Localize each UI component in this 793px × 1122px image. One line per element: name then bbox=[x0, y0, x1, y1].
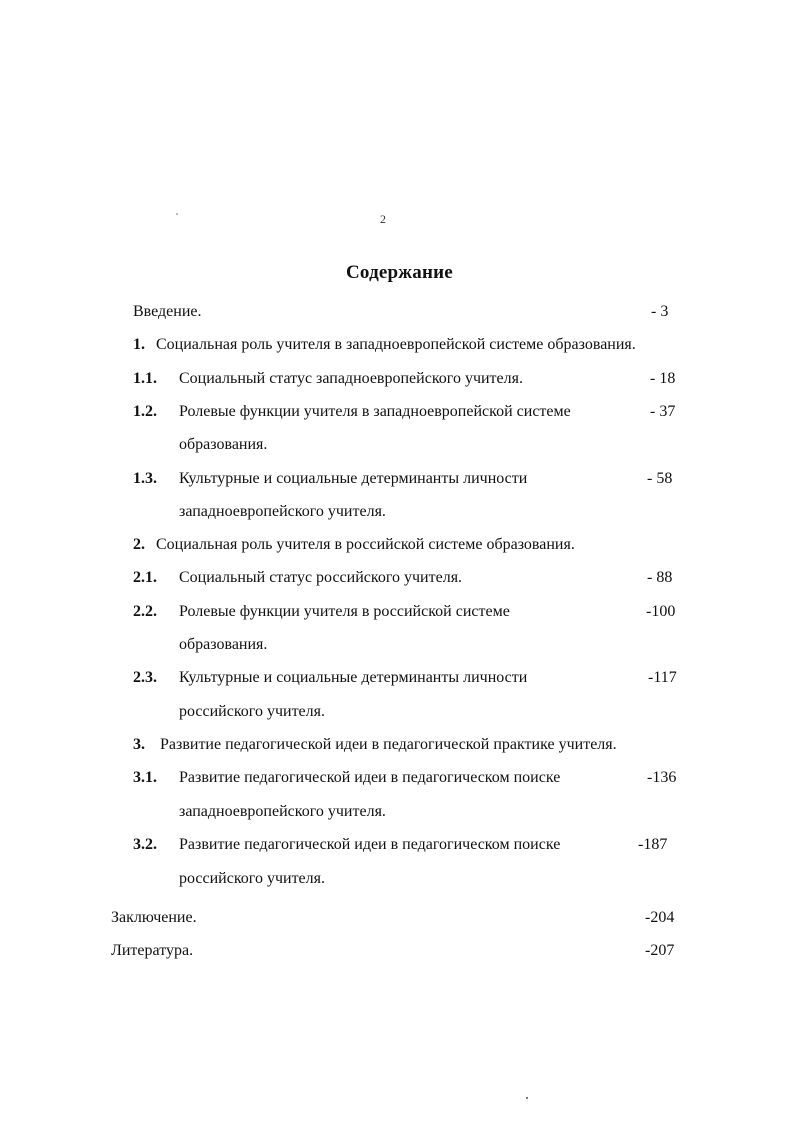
toc-page: -100 bbox=[646, 603, 676, 620]
toc-label: Социальная роль учителя в российской системе образования. bbox=[156, 536, 575, 553]
toc-num: 2.1. bbox=[133, 569, 157, 586]
toc-num: 1.3. bbox=[133, 470, 157, 487]
toc-label: Заключение. bbox=[111, 909, 197, 926]
toc-num: 3.2. bbox=[133, 836, 157, 853]
toc-label: Развитие педагогической идеи в педагогическом поиске bbox=[179, 769, 561, 786]
toc-page: - 58 bbox=[647, 470, 673, 487]
toc-num: 2.3. bbox=[133, 669, 157, 686]
toc-label-cont: западноевропейского учителя. bbox=[179, 503, 386, 520]
toc-page: -207 bbox=[645, 942, 675, 959]
toc-label: Развитие педагогической идеи в педагогическом поиске bbox=[179, 836, 561, 853]
toc-num: 2.2. bbox=[133, 603, 157, 620]
toc-label-cont: образования. bbox=[179, 436, 268, 453]
toc-page: - 37 bbox=[650, 403, 676, 420]
toc-label: Введение. bbox=[133, 303, 202, 320]
toc-num: 3.1. bbox=[133, 769, 157, 786]
toc-label-cont: западноевропейского учителя. bbox=[179, 803, 386, 820]
toc-page: -136 bbox=[647, 769, 677, 786]
toc-label: Социальная роль учителя в западноевропейской системе образования. bbox=[156, 336, 636, 353]
toc-label: Развитие педагогической идеи в педагогической практике учителя. bbox=[160, 736, 617, 753]
toc-page: - 3 bbox=[651, 303, 669, 320]
toc-page: -204 bbox=[645, 909, 675, 926]
page-title: Содержание bbox=[346, 262, 453, 283]
toc-page: - 88 bbox=[647, 569, 673, 586]
toc-label: Литература. bbox=[111, 942, 194, 959]
scan-speck bbox=[526, 1097, 528, 1099]
toc-num: 1.1. bbox=[133, 370, 157, 387]
scan-speck bbox=[176, 213, 178, 215]
toc-label-cont: образования. bbox=[179, 636, 268, 653]
toc-label: Культурные и социальные детерминанты личности bbox=[179, 470, 528, 487]
toc-page: -117 bbox=[648, 669, 677, 686]
toc-page: - 18 bbox=[650, 370, 676, 387]
toc-label: Ролевые функции учителя в западноевропейской системе bbox=[179, 403, 571, 420]
page-number: 2 bbox=[380, 212, 386, 226]
toc-page: -187 bbox=[638, 836, 668, 853]
toc-label: Культурные и социальные детерминанты личности bbox=[179, 669, 528, 686]
toc-num: 1. bbox=[133, 336, 145, 353]
toc-label: Ролевые функции учителя в российской системе bbox=[179, 603, 510, 620]
toc-num: 3. bbox=[133, 736, 145, 753]
toc-num: 1.2. bbox=[133, 403, 157, 420]
toc-label: Социальный статус западноевропейского учителя. bbox=[179, 370, 523, 387]
toc-label: Социальный статус российского учителя. bbox=[179, 569, 463, 586]
toc-label-cont: российского учителя. bbox=[179, 870, 325, 887]
toc-label-cont: российского учителя. bbox=[179, 703, 325, 720]
toc-num: 2. bbox=[133, 536, 145, 553]
